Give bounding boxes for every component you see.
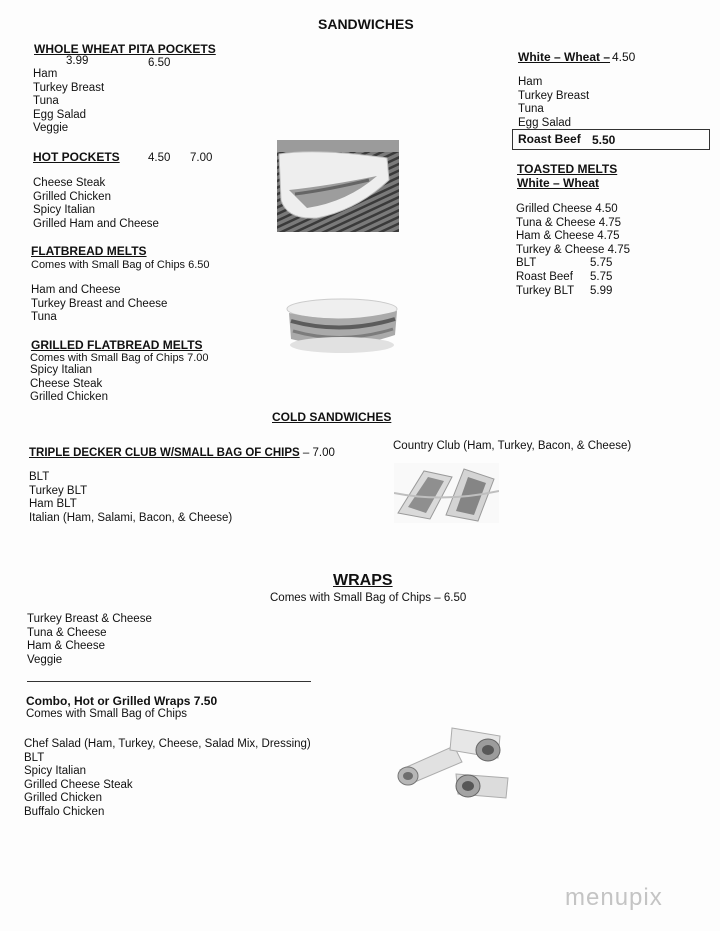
country-club: Country Club (Ham, Turkey, Bacon, & Cheese) (393, 440, 632, 452)
combo-wraps-item: Grilled Cheese Steak (24, 778, 133, 791)
pita-item: Turkey Breast (33, 81, 105, 94)
toasted-item-name: BLT (516, 257, 537, 270)
menupix-watermark: menupix (565, 884, 663, 911)
pita-item: Tuna (33, 95, 59, 108)
roast-beef-label: Roast Beef (518, 132, 581, 146)
toasted-item-price: 5.75 (590, 270, 613, 283)
toasted-item (516, 217, 630, 231)
toasted-item (516, 244, 630, 258)
hot-pockets-price-large: 7.00 (190, 152, 213, 164)
grilled-flatbread-title: GRILLED FLATBREAD MELTS (31, 338, 203, 352)
white-wheat-title: White – Wheat – (518, 50, 611, 64)
pita-item: Egg Salad (33, 108, 87, 121)
wraps-item-list (27, 613, 152, 667)
flatbread-note: Comes with Small Bag of Chips 6.50 (31, 259, 210, 271)
triple-decker-price: – 7.00 (299, 447, 335, 459)
white-wheat-item: Tuna (518, 103, 544, 116)
pita-price-large: 6.50 (148, 57, 171, 69)
white-wheat-price: 4.50 (612, 50, 636, 64)
grilled-flatbread-note: Comes with Small Bag of Chips 7.00 (30, 352, 209, 364)
triple-decker-heading (29, 447, 335, 459)
white-wheat-item: Ham (518, 76, 543, 88)
flatbread-item: Turkey Breast and Cheese (31, 297, 168, 310)
toasted-item-name: Turkey BLT (516, 284, 575, 297)
hot-pockets-price-small: 4.50 (148, 152, 171, 164)
toasted-item-name: Tuna & Cheese (516, 216, 596, 229)
club-sandwich-photo (394, 463, 499, 523)
cold-item: Italian (Ham, Salami, Bacon, & Cheese) (29, 511, 233, 524)
white-wheat-item: Turkey Breast (518, 89, 590, 102)
toasted-subtitle: White – Wheat (517, 176, 600, 190)
grilled-flatbread-item: Cheese Steak (30, 377, 103, 390)
cold-sandwiches-title: COLD SANDWICHES (272, 410, 392, 424)
combo-wraps-title: Combo, Hot or Grilled Wraps 7.50 (26, 694, 218, 708)
toasted-item-name: Roast Beef (516, 270, 573, 283)
toasted-item-price: 5.99 (590, 284, 613, 297)
wraps-item: Veggie (27, 653, 63, 666)
combo-wraps-item: BLT (24, 751, 45, 764)
pita-price-small: 3.99 (66, 55, 89, 67)
hot-pocket-photo (277, 140, 399, 232)
wrap-photo (396, 722, 516, 804)
cold-item-list (29, 471, 232, 525)
hot-pockets-item: Grilled Ham and Cheese (33, 217, 159, 230)
toasted-item-price: 5.75 (590, 257, 613, 270)
roast-beef-box (512, 129, 710, 150)
pita-item-list (33, 68, 104, 136)
hot-pockets-item: Grilled Chicken (33, 190, 111, 203)
pita-item: Veggie (33, 122, 69, 135)
hot-pockets-item: Spicy Italian (33, 204, 96, 217)
flatbread-item: Tuna (31, 311, 57, 324)
sandwiches-title: SANDWICHES (318, 16, 414, 32)
toasted-item-list (516, 203, 630, 298)
pita-title: WHOLE WHEAT PITA POCKETS (34, 42, 216, 56)
combo-wraps-note: Comes with Small Bag of Chips (26, 708, 188, 720)
toasted-item-price: 4.75 (607, 243, 631, 256)
wraps-title: WRAPS (333, 572, 393, 589)
combo-wraps-item: Grilled Chicken (24, 792, 102, 805)
toasted-item (516, 285, 630, 299)
grilled-flatbread-item: Grilled Chicken (30, 391, 108, 404)
toasted-item (516, 230, 630, 244)
cold-item: Turkey BLT (29, 484, 88, 497)
wraps-item: Tuna & Cheese (27, 626, 107, 639)
hot-pockets-item: Cheese Steak (33, 177, 106, 189)
combo-wraps-item: Buffalo Chicken (24, 805, 105, 818)
pita-item: Ham (33, 68, 58, 80)
toasted-item-name: Ham & Cheese (516, 230, 594, 243)
toasted-item (516, 203, 630, 217)
wraps-item: Ham & Cheese (27, 640, 105, 653)
toasted-item-name: Grilled Cheese (516, 203, 593, 215)
flatbread-photo (285, 295, 400, 357)
section-divider (27, 681, 311, 682)
toasted-item (516, 257, 630, 271)
flatbread-item-list (31, 284, 167, 325)
wraps-item: Turkey Breast & Cheese (27, 613, 152, 625)
toasted-item-price: 4.50 (595, 203, 618, 215)
toasted-item-name: Turkey & Cheese (516, 243, 605, 256)
grilled-flatbread-item-list (30, 364, 108, 405)
toasted-item-price: 4.75 (598, 216, 622, 229)
white-wheat-item: Egg Salad (518, 116, 572, 129)
hot-pockets-title: HOT POCKETS (33, 150, 120, 164)
cold-item: Ham BLT (29, 498, 77, 511)
flatbread-item: Ham and Cheese (31, 284, 121, 296)
white-wheat-item-list (518, 76, 589, 130)
combo-wraps-item: Chef Salad (Ham, Turkey, Cheese, Salad Mix, Dressing) (24, 738, 311, 750)
roast-beef-price: 5.50 (592, 133, 616, 147)
toasted-title: TOASTED MELTS (517, 162, 618, 176)
wraps-subtitle: Comes with Small Bag of Chips – 6.50 (270, 592, 467, 604)
cold-item: BLT (29, 471, 50, 483)
hot-pockets-item-list (33, 177, 159, 231)
flatbread-title: FLATBREAD MELTS (31, 244, 147, 258)
combo-wraps-item-list (24, 738, 311, 820)
toasted-item-price: 4.75 (597, 230, 620, 243)
toasted-item (516, 271, 630, 285)
grilled-flatbread-item: Spicy Italian (30, 364, 93, 376)
combo-wraps-item: Spicy Italian (24, 765, 87, 778)
triple-decker-title: TRIPLE DECKER CLUB W/SMALL BAG OF CHIPS (29, 447, 300, 459)
